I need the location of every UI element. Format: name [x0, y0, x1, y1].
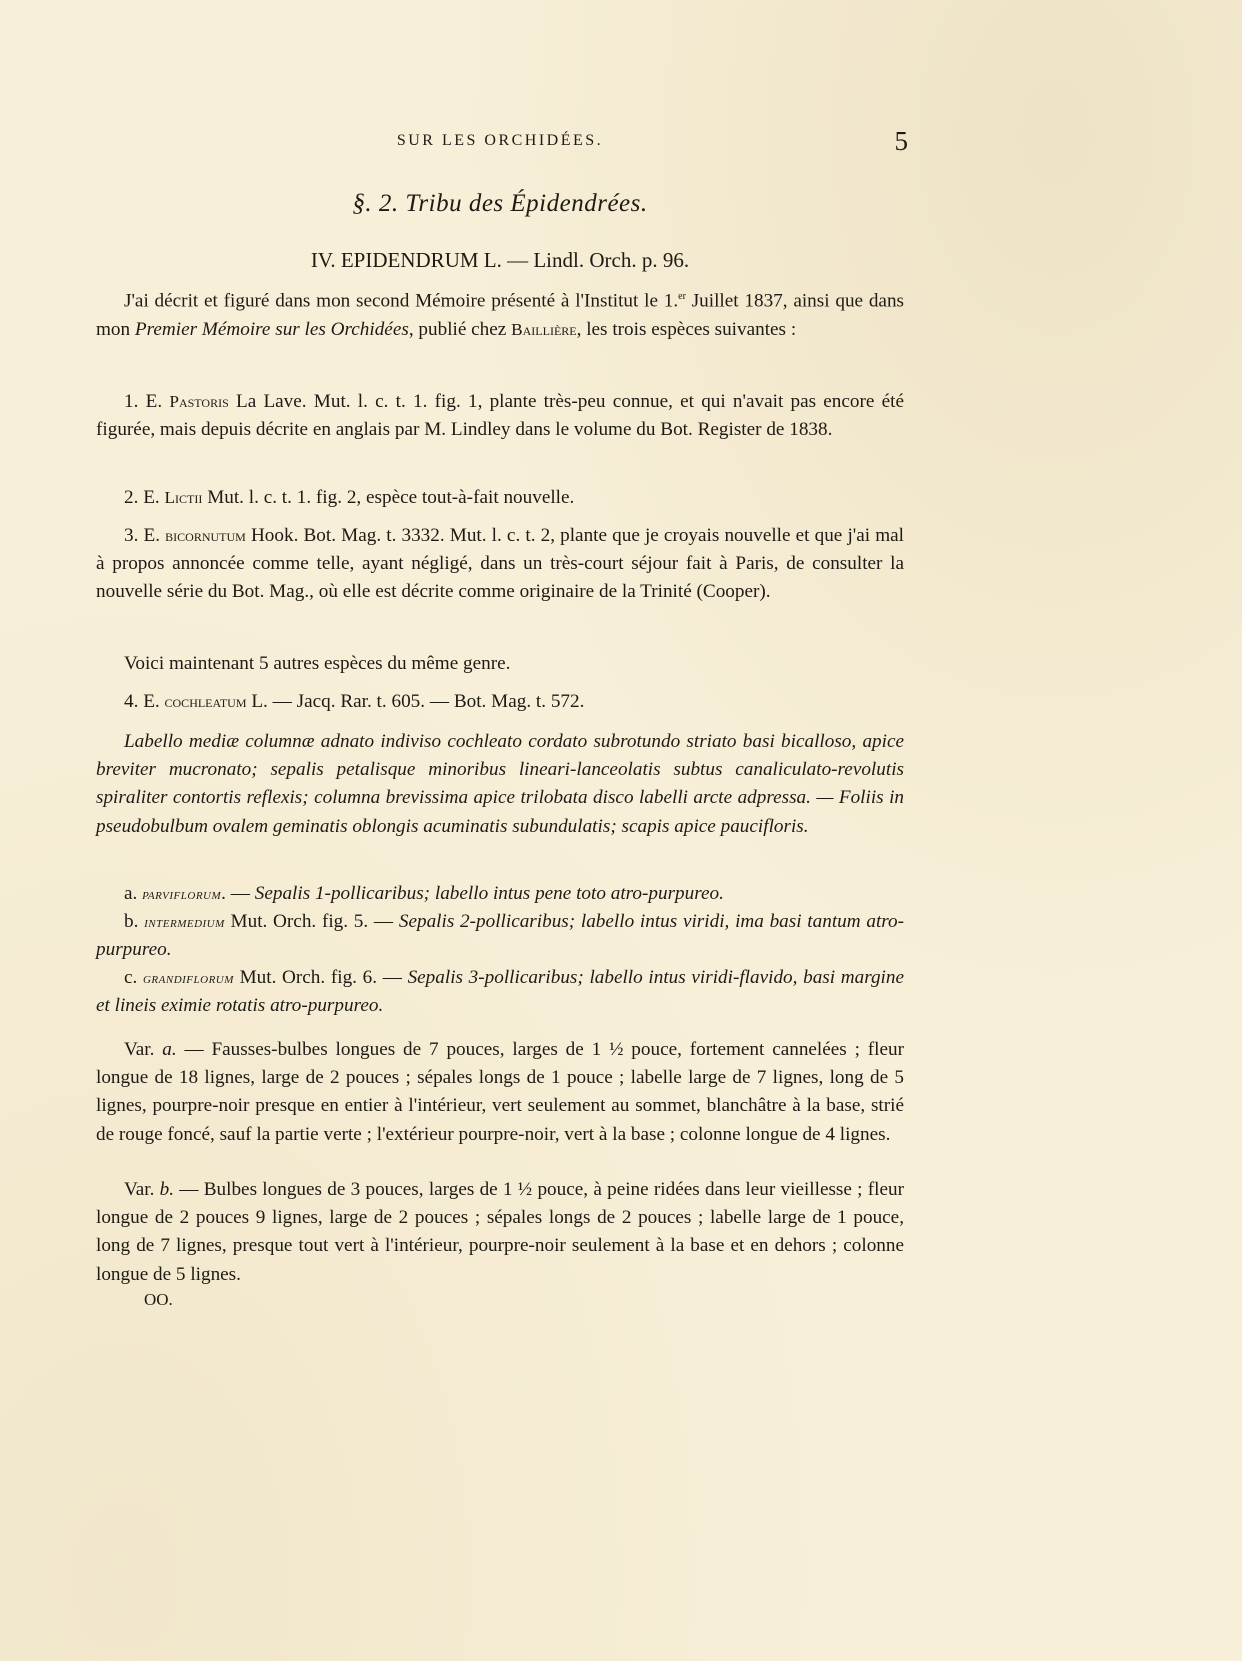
variety-c-ref: Mut. Orch. fig. 6. —	[233, 967, 408, 988]
latin-diagnosis: Labello mediæ columnæ adnato indiviso cochleato cordato subrotundo striato basi bicalloso, apice breviter mucronato; sepalis petalisque minoribus lineari-lanceolatis subtus canaliculato-revolutis spiraliter contortis reflexis; columna brevissima apice trilobata disco labelli arcte adpressa. — Foliis in pseudobulbum ovalem geminatis oblongis acuminatis subundulatis; scapis apice paucifloris.	[96, 731, 904, 837]
signature-mark: OO.	[144, 1290, 173, 1309]
variety-b-label: b.	[124, 911, 145, 932]
var-a-description	[96, 1036, 904, 1149]
species-3-num: 3. E.	[124, 525, 166, 546]
species-1-name: Pastoris	[169, 392, 229, 411]
species-3	[96, 522, 904, 607]
species-1-text: La Lave. Mut. l. c. t. 1. fig. 1, plante très-peu connue, et qui n'avait pas encore été figurée, mais depuis décrite en anglais par M. Lindley dans le volume du Bot. Register de 1838.	[96, 391, 904, 441]
variety-b-text: Sepalis 2-pollicaribus; labello intus viridi, ima basi tantum atro-purpureo.	[96, 911, 905, 961]
variety-a	[96, 880, 904, 908]
var-b-description	[96, 1176, 904, 1289]
species-1-num: 1. E.	[124, 391, 170, 412]
species-4	[96, 688, 904, 716]
species-3-name: bicornutum	[165, 526, 246, 545]
var-a-lead: Var.	[124, 1039, 163, 1060]
var-b-lead: Var.	[124, 1179, 160, 1200]
species-1	[96, 388, 904, 444]
var-b-text: — Bulbes longues de 3 pouces, larges de 1 ½ pouce, à peine ridées dans leur vieillesse ; fleur longue de 2 pouces 9 lignes, large de 2 pouces ; sépales longs de 2 pouces ; labelle large de 1 pouce, long de 7 lignes, presque tout vert à l'intérieur, pourpre-noir seulement à la base et en dehors ; colonne longue de 5 lignes.	[96, 1179, 904, 1285]
species-2	[96, 484, 904, 512]
intro-book-title: Premier Mémoire sur les Orchidées	[134, 318, 409, 340]
variety-a-name: parviflorum	[142, 884, 222, 903]
var-a-text: — Fausses-bulbes longues de 7 pouces, larges de 1 ½ pouce, fortement cannelées ; fleur longue de 18 lignes, large de 2 pouces ; sépales longs de 1 pouce ; labelle large de 7 lignes, long de 5 lignes, pourpre-noir presque en entier à l'intérieur, vert seulement au sommet, blanchâtre à la base, strié de rouge foncé, sauf la partie verte ; l'extérieur pourpre-noir, vert à la base ; colonne longue de 4 lignes.	[96, 1039, 904, 1145]
species-4-num: 4. E.	[124, 691, 165, 712]
intro-part-1: J'ai décrit et figuré dans mon second Mémoire présenté à l'Institut le 1.	[124, 290, 679, 312]
variety-a-text: Sepalis 1-pollicaribus; labello intus pene toto atro-purpureo.	[254, 883, 724, 904]
var-a-letter: a.	[162, 1039, 177, 1060]
running-head	[96, 126, 908, 158]
variety-a-ref: . —	[221, 883, 255, 904]
variety-c-label: c.	[124, 967, 143, 988]
intro-paragraph	[96, 283, 904, 344]
variety-b	[96, 908, 904, 964]
page-number: 5	[894, 126, 908, 156]
species-4-text: L. — Jacq. Rar. t. 605. — Bot. Mag. t. 572.	[246, 691, 585, 712]
species-3-text: Hook. Bot. Mag. t. 3332. Mut. l. c. t. 2, plante que je croyais nouvelle et que j'ai mal à propos annoncée comme telle, ayant négligé, dans un très-court séjour fait à Paris, de consulter la nouvelle série du Bot. Mag., où elle est décrite comme originaire de la Trinité (Cooper).	[96, 525, 904, 603]
species-2-text: Mut. l. c. t. 1. fig. 2, espèce tout-à-fait nouvelle.	[202, 487, 575, 508]
intro-publisher: Baillière	[511, 319, 577, 339]
intro-sup: er	[678, 291, 686, 302]
variety-c-text: Sepalis 3-pollicaribus; labello intus viridi-flavido, basi margine et lineis eximie rotatis atro-purpureo.	[96, 967, 904, 1017]
intro-part-6: , les trois espèces suivantes :	[576, 318, 797, 340]
var-b-letter: b.	[159, 1179, 175, 1200]
variety-b-name: intermedium	[144, 912, 225, 931]
species-4-name: cochleatum	[164, 692, 247, 711]
voici-paragraph: Voici maintenant 5 autres espèces du même genre.	[124, 653, 511, 674]
running-title: SUR LES ORCHIDÉES.	[396, 132, 604, 149]
species-2-name: Lictii	[164, 488, 203, 507]
species-2-num: 2. E.	[124, 487, 165, 508]
genus-heading: IV. EPIDENDRUM L. — Lindl. Orch. p. 96.	[310, 248, 690, 272]
intro-part-2: Juillet 1837, ainsi que dans mon	[96, 290, 905, 340]
variety-c	[96, 964, 904, 1020]
section-title: §. 2. Tribu des Épidendrées.	[352, 190, 648, 217]
variety-c-name: grandiflorum	[142, 968, 234, 987]
intro-part-4: , publié chez	[408, 318, 512, 340]
variety-a-label: a.	[124, 883, 143, 904]
variety-b-ref: Mut. Orch. fig. 5. —	[224, 911, 399, 932]
